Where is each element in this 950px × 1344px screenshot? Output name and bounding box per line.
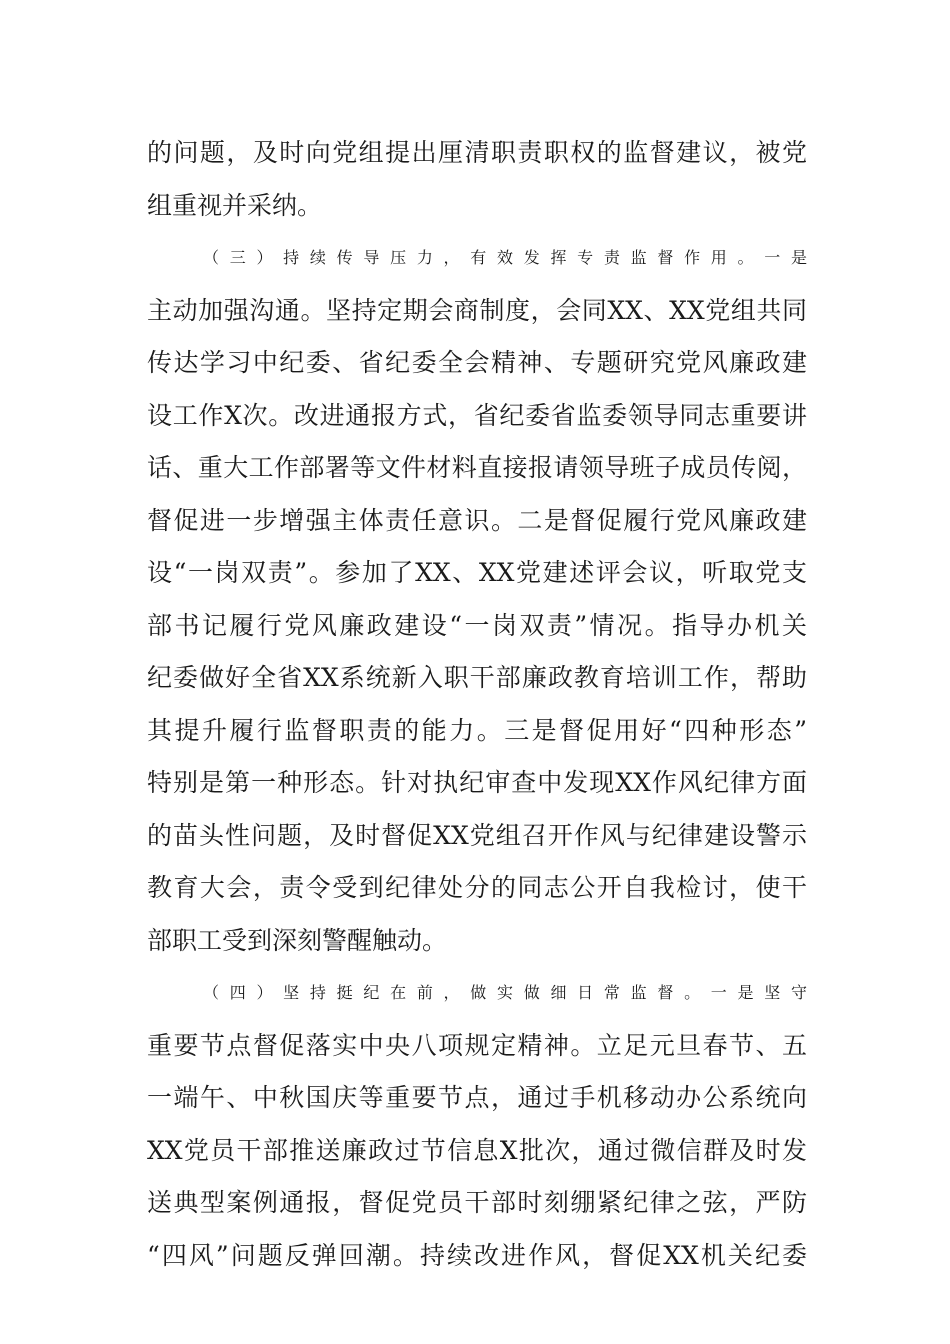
text-line: 一端午、中秋国庆等重要节点，通过手机移动办公系统向 bbox=[147, 1083, 807, 1112]
text-line: 设“一岗双责”。参加了XX、XX党建述评会议，听取党支 bbox=[147, 558, 807, 587]
text-line: 部书记履行党风廉政建设“一岗双责”情况。指导办机关 bbox=[147, 610, 807, 640]
text-line: 主动加强沟通。坚持定期会商制度，会同XX、XX党组共同 bbox=[147, 295, 807, 325]
section-heading-4: （四）坚持挺纪在前，做实做细日常监督。一是坚守 bbox=[203, 983, 807, 1002]
text-line: 的苗头性问题，及时督促XX党组召开作风与纪律建设警示 bbox=[147, 820, 807, 850]
section-heading-3: （三）持续传导压力，有效发挥专责监督作用。一是 bbox=[203, 248, 807, 267]
text-line: 设工作X次。改进通报方式，省纪委省监委领导同志重要讲 bbox=[147, 400, 807, 430]
text-line: 督促进一步增强主体责任意识。二是督促履行党风廉政建 bbox=[147, 505, 807, 535]
text-line: 纪委做好全省XX系统新入职干部廉政教育培训工作，帮助 bbox=[147, 663, 807, 692]
text-line: 其提升履行监督职责的能力。三是督促用好“四种形态” bbox=[147, 715, 807, 745]
text-line: XX党员干部推送廉政过节信息X批次，通过微信群及时发 bbox=[147, 1135, 807, 1165]
text-line: 教育大会，责令受到纪律处分的同志公开自我检讨，使干 bbox=[147, 873, 807, 902]
text-line: 传达学习中纪委、省纪委全会精神、专题研究党风廉政建 bbox=[147, 348, 807, 377]
body-text bbox=[147, 127, 807, 1282]
text-line: 组重视并采纳。 bbox=[147, 190, 323, 220]
text-line: 部职工受到深刻警醒触动。 bbox=[147, 925, 448, 955]
text-line: 的问题，及时向党组提出厘清职责职权的监督建议，被党 bbox=[147, 138, 807, 167]
text-line: “四风”问题反弹回潮。持续改进作风，督促XX机关纪委 bbox=[147, 1240, 807, 1270]
text-line: 送典型案例通报，督促党员干部时刻绷紧纪律之弦，严防 bbox=[147, 1188, 807, 1217]
text-line: 话、重大工作部署等文件材料直接报请领导班子成员传阅， bbox=[147, 453, 807, 482]
text-line: 重要节点督促落实中央八项规定精神。立足元旦春节、五 bbox=[147, 1030, 807, 1060]
text-line: 特别是第一种形态。针对执纪审查中发现XX作风纪律方面 bbox=[147, 768, 807, 797]
